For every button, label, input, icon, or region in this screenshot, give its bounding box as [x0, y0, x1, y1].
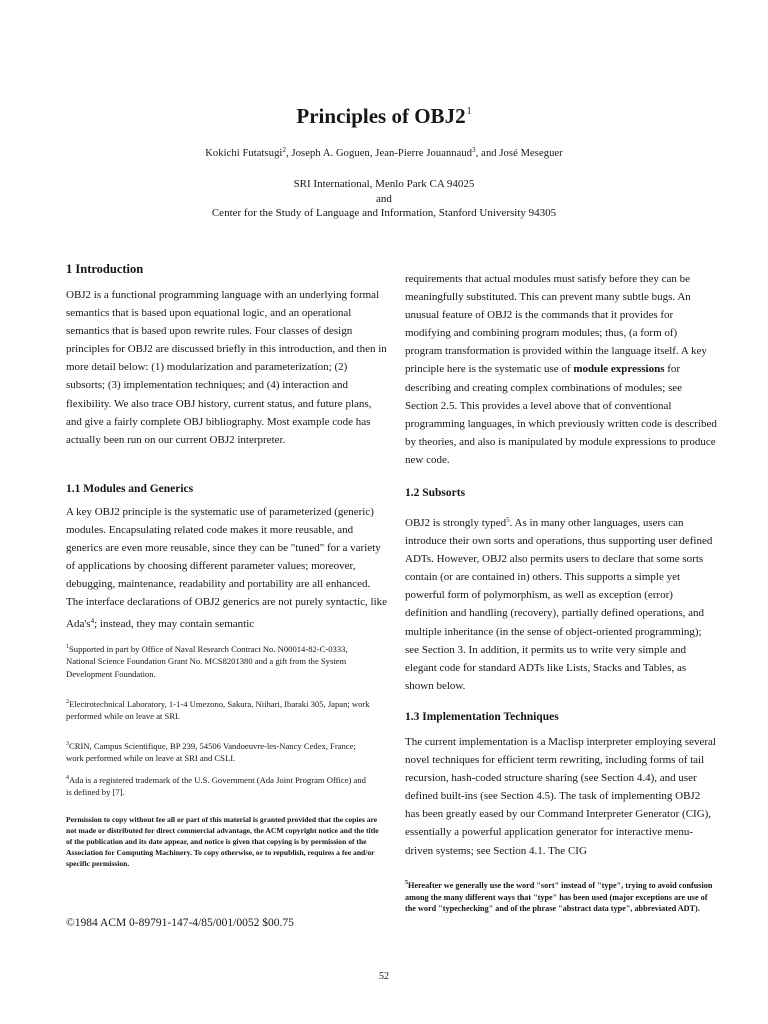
footnote-2: $^2$Electrotechnical Laboratory, 1-1-4 Umezono, Sakura, Niihari, Ibaraki 305, Japan; work performed while on leave at SRI.: [66, 699, 370, 722]
author-list: Kokichi Futatsugi$^2$, Joseph A. Goguen, Jean-Pierre Jouannaud$^3$, and José Meseguer: [205, 146, 563, 159]
footnote-5: $^5$Hereafter we generally use the word "sort" instead of "type", trying to avoid confusion among the many different ways that "type" has been used (major exceptions are use of the word "typechecking" and of the phrase "abstract data type", abbreviated ADT).: [405, 880, 713, 913]
permission-notice: Permission to copy without fee all or part of this material is granted provided that the copies are not made or distributed for direct commercial advantage, the ACM copyright notice and the title of the publication and its date appear, and notice is given that copying is by permission of the Association for Computing Machinery. To copy otherwise, or to republish, requires a fee and/or specific permission.: [66, 815, 379, 869]
footnote-1: $^1$Supported in part by Office of Naval Research Contract No. N00014-82-C-0333, National Science Foundation Grant No. MCS8201380 and a gift from the System Development Foundation.: [66, 644, 348, 679]
implementation-paragraph: The current implementation is a Maclisp interpreter employing several novel techniques for efficient term rewriting, including forms of tail recursion, hash-coded structure sharing (see Section 4.4), and user defined built-ins (see Section 4.5). The task of implementing OBJ2 has been greatly eased by our Command Interpreter Generator (CIG), essentially a powerful application generator for interactive menu-driven systems; see Section 4.1. The CIG: [405, 736, 716, 857]
section-heading-modules: 1.1 Modules and Generics: [66, 483, 194, 495]
section-heading-subsorts: 1.2 Subsorts: [405, 487, 466, 499]
modules-paragraph: A key OBJ2 principle is the systematic use of parameterized (generic) modules. Encapsulating related code makes it more reusable, and generics are even more reusable, since they can be "tuned" for a variety of applications by choosing different parameter values; moreover, debugging, maintenance, readability and portability are all enhanced. The interface declarations of OBJ2 generics are not purely syntactic, like $Ada's^4$; instead, they may contain semantic: [66, 506, 388, 630]
affiliation-line-2: and: [376, 193, 392, 205]
section-heading-implementation: 1.3 Implementation Techniques: [405, 711, 559, 723]
affiliation-line-1: SRI International, Menlo Park CA 94025: [293, 178, 475, 190]
subsorts-paragraph: OBJ2 is strongly typed$^5$. As in many other languages, users can introduce their own sorts and operations, thus supporting user defined ADTs. However, OBJ2 also permits users to declare that some sorts contain (or are contained in) others. This supports a simple yet powerful form of polymorphism, as well as exception (error) definition and handling (recovery), partially defined operations, and multiple inheritance (in the sense of object-oriented programming); see Section 3. In addition, it permits us to write very simple and elegant code for standard ADTs like Lists, Stacks and Tables, as shown below.: [405, 516, 713, 692]
introduction-paragraph: OBJ2 is a functional programming language with an underlying formal semantics that is based upon equational logic, and an operational semantics that is based upon rewrite rules. Four classes of design principles for OBJ2 are discussed briefly in this introduction, and then in more detail below: (1) modularization and parameterization; (2) subsorts; (3) implementation techniques; and (4) interaction and flexibility. We also trace OBJ history, current status, and future plans, and give a fairly complete OBJ bibliography. Most example code has actually been run on our current OBJ2 interpreter.: [66, 289, 387, 446]
affiliation-line-3: Center for the Study of Language and Information, Stanford University 94305: [211, 207, 557, 219]
modules-continuation-paragraph: requirements that actual modules must satisfy before they can be meaningfully substituted. This can prevent many subtle bugs. An unusual feature of OBJ2 is the commands that it provides for modifying and combining program modules; thus, (a form of) program transformation is provided within the language itself. A key principle here is the systematic use of module expressions for describing and creating complex combinations of modules; see Section 2.5. This provides a level above that of conventional programming languages, in which previously written code is described by theories, and also is manipulated by module expressions to produce new code.: [405, 273, 717, 466]
copyright-line: ©1984 ACM 0-89791-147-4/85/001/0052 $00.75: [66, 917, 294, 929]
page-number: 52: [379, 971, 389, 982]
footnote-3: $^3$CRIN, Campus Scientifique, BP 239, 54506 Vandoeuvre-les-Nancy Cedex, France; work performed while on leave at SRI and CSLI.: [66, 741, 356, 764]
page-title: Principles of $OBJ2^1$: [296, 104, 472, 128]
section-heading-introduction: 1 Introduction: [66, 262, 144, 276]
footnote-4: $^4$Ada is a registered trademark of the U.S. Government (Ada Joint Program Office) and is defined by [7].: [66, 775, 366, 798]
